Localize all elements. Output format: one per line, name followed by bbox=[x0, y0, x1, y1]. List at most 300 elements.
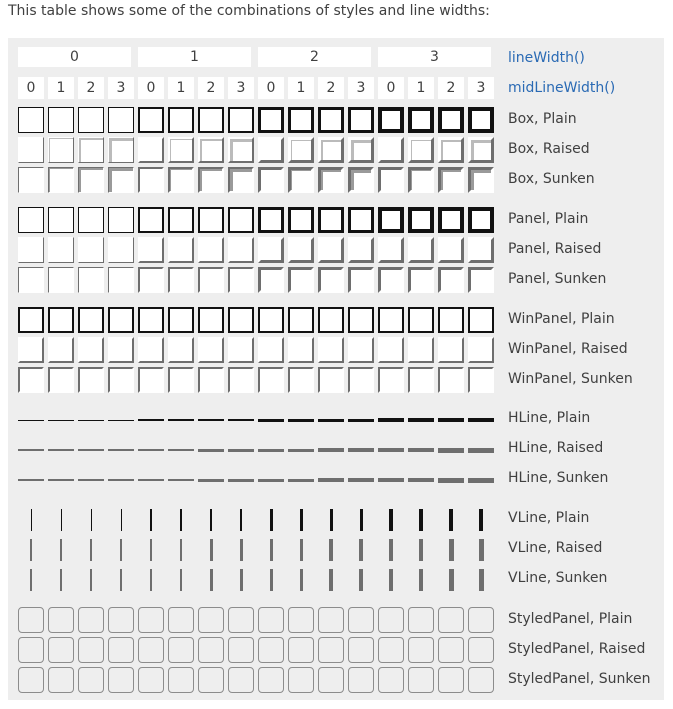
row-label: WinPanel, Sunken bbox=[508, 371, 633, 387]
winpanel-plain-sample bbox=[48, 307, 74, 333]
winpanel-plain-sample bbox=[198, 307, 224, 333]
panel-sunken-sample bbox=[288, 267, 314, 293]
intro-text: This table shows some of the combinations of styles and line widths: bbox=[8, 3, 490, 19]
box-plain-sample bbox=[258, 107, 284, 133]
panel-plain-sample bbox=[18, 207, 44, 233]
panel-raised-sample bbox=[348, 237, 374, 263]
winpanel-raised-sample bbox=[258, 337, 284, 363]
styledpanel-sunken-sample bbox=[18, 667, 44, 693]
box-plain-sample bbox=[48, 107, 74, 133]
styledpanel-raised-sample bbox=[228, 637, 254, 663]
row-label: Panel, Raised bbox=[508, 241, 602, 257]
panel-sunken-sample bbox=[18, 267, 44, 293]
styledpanel-sunken-sample bbox=[78, 667, 104, 693]
panel-plain-sample bbox=[318, 207, 344, 233]
box-plain-sample bbox=[288, 107, 314, 133]
mid-line-width-header: 0 bbox=[258, 77, 284, 99]
styledpanel-sunken-sample bbox=[48, 667, 74, 693]
box-sunken-sample bbox=[18, 167, 44, 193]
styledpanel-raised-sample bbox=[168, 637, 194, 663]
vline-sunken-sample bbox=[210, 569, 213, 591]
winpanel-plain-sample bbox=[168, 307, 194, 333]
styledpanel-plain-sample bbox=[288, 607, 314, 633]
box-raised-sample bbox=[228, 137, 254, 163]
winpanel-raised-sample bbox=[348, 337, 374, 363]
winpanel-raised-sample bbox=[198, 337, 224, 363]
winpanel-plain-sample bbox=[138, 307, 164, 333]
hline-raised-sample bbox=[228, 449, 254, 452]
hline-plain-sample bbox=[378, 418, 404, 422]
panel-plain-sample bbox=[438, 207, 464, 233]
panel-sunken-sample bbox=[378, 267, 404, 293]
panel-raised-sample bbox=[258, 237, 284, 263]
winpanel-raised-sample bbox=[108, 337, 134, 363]
panel-raised-sample bbox=[288, 237, 314, 263]
vline-raised-sample bbox=[120, 539, 122, 561]
hline-sunken-sample bbox=[348, 478, 374, 482]
vline-sunken-sample bbox=[60, 569, 62, 591]
panel-raised-sample bbox=[168, 237, 194, 263]
hline-plain-sample bbox=[18, 420, 44, 421]
vline-raised-sample bbox=[359, 539, 363, 561]
styledpanel-plain-sample bbox=[48, 607, 74, 633]
styledpanel-plain-sample bbox=[438, 607, 464, 633]
vline-plain-sample bbox=[360, 509, 363, 531]
styledpanel-sunken-sample bbox=[408, 667, 434, 693]
row-label: StyledPanel, Plain bbox=[508, 611, 633, 627]
vline-raised-sample bbox=[270, 539, 273, 561]
hline-raised-sample bbox=[468, 448, 494, 453]
styledpanel-plain-sample bbox=[468, 607, 494, 633]
hline-raised-sample bbox=[108, 449, 134, 451]
styledpanel-plain-sample bbox=[258, 607, 284, 633]
panel-raised-sample bbox=[198, 237, 224, 263]
box-raised-sample bbox=[378, 137, 404, 163]
winpanel-sunken-sample bbox=[78, 367, 104, 393]
box-plain-sample bbox=[378, 107, 404, 133]
box-raised-sample bbox=[288, 137, 314, 163]
winpanel-plain-sample bbox=[78, 307, 104, 333]
panel-plain-sample bbox=[48, 207, 74, 233]
panel-plain-sample bbox=[228, 207, 254, 233]
hline-sunken-sample bbox=[78, 479, 104, 481]
vline-sunken-sample bbox=[419, 569, 423, 591]
winpanel-raised-sample bbox=[438, 337, 464, 363]
vline-raised-sample bbox=[150, 539, 152, 561]
hline-sunken-sample bbox=[438, 478, 464, 483]
vline-plain-sample bbox=[121, 509, 122, 531]
panel-plain-sample bbox=[108, 207, 134, 233]
hline-plain-sample bbox=[78, 420, 104, 421]
panel-sunken-sample bbox=[138, 267, 164, 293]
winpanel-plain-sample bbox=[108, 307, 134, 333]
winpanel-raised-sample bbox=[168, 337, 194, 363]
hline-raised-sample bbox=[18, 449, 44, 451]
vline-plain-sample bbox=[91, 509, 92, 531]
box-plain-sample bbox=[438, 107, 464, 133]
winpanel-sunken-sample bbox=[48, 367, 74, 393]
styledpanel-raised-sample bbox=[258, 637, 284, 663]
vline-plain-sample bbox=[240, 509, 242, 531]
box-plain-sample bbox=[318, 107, 344, 133]
row-label: VLine, Plain bbox=[508, 510, 590, 526]
styledpanel-plain-sample bbox=[108, 607, 134, 633]
hline-sunken-sample bbox=[288, 479, 314, 482]
hline-raised-sample bbox=[258, 449, 284, 452]
panel-raised-sample bbox=[108, 237, 134, 263]
mid-line-width-header: 1 bbox=[408, 77, 434, 99]
mid-line-width-header: 3 bbox=[348, 77, 374, 99]
winpanel-plain-sample bbox=[228, 307, 254, 333]
vline-sunken-sample bbox=[449, 569, 454, 591]
box-sunken-sample bbox=[378, 167, 404, 193]
winpanel-plain-sample bbox=[348, 307, 374, 333]
vline-sunken-sample bbox=[180, 569, 182, 591]
vline-raised-sample bbox=[30, 539, 32, 561]
hline-sunken-sample bbox=[408, 478, 434, 482]
hline-raised-sample bbox=[408, 448, 434, 452]
styledpanel-plain-sample bbox=[18, 607, 44, 633]
panel-plain-sample bbox=[348, 207, 374, 233]
styledpanel-sunken-sample bbox=[138, 667, 164, 693]
hline-plain-sample bbox=[48, 420, 74, 421]
row-label: WinPanel, Raised bbox=[508, 341, 628, 357]
vline-plain-sample bbox=[31, 509, 32, 531]
panel-sunken-sample bbox=[438, 267, 464, 293]
winpanel-sunken-sample bbox=[468, 367, 494, 393]
winpanel-plain-sample bbox=[408, 307, 434, 333]
box-sunken-sample bbox=[78, 167, 104, 193]
styledpanel-raised-sample bbox=[198, 637, 224, 663]
vline-raised-sample bbox=[419, 539, 423, 561]
winpanel-raised-sample bbox=[468, 337, 494, 363]
box-raised-sample bbox=[408, 137, 434, 163]
box-sunken-sample bbox=[348, 167, 374, 193]
panel-sunken-sample bbox=[78, 267, 104, 293]
winpanel-plain-sample bbox=[288, 307, 314, 333]
vline-plain-sample bbox=[389, 509, 393, 531]
vline-plain-sample bbox=[210, 509, 212, 531]
winpanel-raised-sample bbox=[138, 337, 164, 363]
mid-line-width-header: 3 bbox=[468, 77, 494, 99]
vline-plain-sample bbox=[419, 509, 423, 531]
styledpanel-plain-sample bbox=[168, 607, 194, 633]
vline-raised-sample bbox=[180, 539, 182, 561]
vline-raised-sample bbox=[329, 539, 333, 561]
hline-sunken-sample bbox=[168, 479, 194, 481]
winpanel-sunken-sample bbox=[18, 367, 44, 393]
styledpanel-sunken-sample bbox=[348, 667, 374, 693]
box-plain-sample bbox=[18, 107, 44, 133]
row-label: HLine, Plain bbox=[508, 410, 591, 426]
styledpanel-plain-sample bbox=[198, 607, 224, 633]
styledpanel-raised-sample bbox=[348, 637, 374, 663]
box-plain-sample bbox=[78, 107, 104, 133]
box-raised-sample bbox=[138, 137, 164, 163]
hline-plain-sample bbox=[258, 419, 284, 422]
panel-raised-sample bbox=[18, 237, 44, 263]
panel-raised-sample bbox=[48, 237, 74, 263]
styledpanel-plain-sample bbox=[318, 607, 344, 633]
hline-plain-sample bbox=[138, 419, 164, 421]
vline-sunken-sample bbox=[389, 569, 393, 591]
row-label: Panel, Sunken bbox=[508, 271, 607, 287]
mid-line-width-header: 0 bbox=[18, 77, 44, 99]
vline-sunken-sample bbox=[479, 569, 484, 591]
winpanel-sunken-sample bbox=[198, 367, 224, 393]
row-label: Box, Raised bbox=[508, 141, 590, 157]
styledpanel-raised-sample bbox=[108, 637, 134, 663]
box-plain-sample bbox=[348, 107, 374, 133]
hline-sunken-sample bbox=[468, 478, 494, 483]
box-raised-sample bbox=[168, 137, 194, 163]
vline-sunken-sample bbox=[120, 569, 122, 591]
hline-sunken-sample bbox=[48, 479, 74, 481]
row-label: StyledPanel, Raised bbox=[508, 641, 646, 657]
styledpanel-plain-sample bbox=[228, 607, 254, 633]
vline-plain-sample bbox=[270, 509, 273, 531]
vline-sunken-sample bbox=[270, 569, 273, 591]
box-raised-sample bbox=[318, 137, 344, 163]
hline-plain-sample bbox=[438, 418, 464, 422]
hline-raised-sample bbox=[168, 449, 194, 451]
styledpanel-plain-sample bbox=[138, 607, 164, 633]
box-sunken-sample bbox=[318, 167, 344, 193]
box-raised-sample bbox=[348, 137, 374, 163]
panel-raised-sample bbox=[468, 237, 494, 263]
winpanel-plain-sample bbox=[258, 307, 284, 333]
hline-raised-sample bbox=[378, 448, 404, 452]
panel-sunken-sample bbox=[108, 267, 134, 293]
hline-raised-sample bbox=[348, 448, 374, 452]
vline-sunken-sample bbox=[300, 569, 303, 591]
mid-line-width-link[interactable]: midLineWidth() bbox=[508, 80, 616, 96]
box-raised-sample bbox=[48, 137, 74, 163]
hline-sunken-sample bbox=[198, 479, 224, 482]
box-raised-sample bbox=[18, 137, 44, 163]
mid-line-width-header: 2 bbox=[318, 77, 344, 99]
row-label: HLine, Sunken bbox=[508, 470, 609, 486]
winpanel-plain-sample bbox=[18, 307, 44, 333]
box-raised-sample bbox=[198, 137, 224, 163]
row-label: StyledPanel, Sunken bbox=[508, 671, 651, 687]
styledpanel-raised-sample bbox=[378, 637, 404, 663]
winpanel-plain-sample bbox=[468, 307, 494, 333]
panel-raised-sample bbox=[438, 237, 464, 263]
mid-line-width-header: 3 bbox=[108, 77, 134, 99]
panel-plain-sample bbox=[378, 207, 404, 233]
winpanel-plain-sample bbox=[318, 307, 344, 333]
box-sunken-sample bbox=[438, 167, 464, 193]
line-width-header-3: 3 bbox=[378, 47, 491, 67]
vline-sunken-sample bbox=[30, 569, 32, 591]
vline-sunken-sample bbox=[359, 569, 363, 591]
winpanel-raised-sample bbox=[78, 337, 104, 363]
vline-raised-sample bbox=[60, 539, 62, 561]
winpanel-raised-sample bbox=[408, 337, 434, 363]
box-plain-sample bbox=[138, 107, 164, 133]
vline-plain-sample bbox=[61, 509, 62, 531]
panel-sunken-sample bbox=[468, 267, 494, 293]
panel-raised-sample bbox=[78, 237, 104, 263]
vline-plain-sample bbox=[449, 509, 453, 531]
styledpanel-sunken-sample bbox=[258, 667, 284, 693]
vline-raised-sample bbox=[210, 539, 213, 561]
vline-raised-sample bbox=[449, 539, 454, 561]
hline-raised-sample bbox=[78, 449, 104, 451]
vline-sunken-sample bbox=[150, 569, 152, 591]
panel-plain-sample bbox=[138, 207, 164, 233]
line-width-link[interactable]: lineWidth() bbox=[508, 50, 585, 66]
winpanel-sunken-sample bbox=[318, 367, 344, 393]
box-sunken-sample bbox=[198, 167, 224, 193]
styledpanel-raised-sample bbox=[408, 637, 434, 663]
panel-plain-sample bbox=[78, 207, 104, 233]
vline-plain-sample bbox=[330, 509, 333, 531]
vline-raised-sample bbox=[300, 539, 303, 561]
vline-sunken-sample bbox=[90, 569, 92, 591]
panel-sunken-sample bbox=[168, 267, 194, 293]
box-raised-sample bbox=[78, 137, 104, 163]
panel-sunken-sample bbox=[348, 267, 374, 293]
hline-plain-sample bbox=[468, 418, 494, 422]
winpanel-plain-sample bbox=[438, 307, 464, 333]
styledpanel-raised-sample bbox=[18, 637, 44, 663]
row-label: Box, Sunken bbox=[508, 171, 595, 187]
panel-plain-sample bbox=[288, 207, 314, 233]
panel-plain-sample bbox=[258, 207, 284, 233]
box-sunken-sample bbox=[108, 167, 134, 193]
box-raised-sample bbox=[438, 137, 464, 163]
box-sunken-sample bbox=[228, 167, 254, 193]
hline-raised-sample bbox=[438, 448, 464, 453]
styledpanel-plain-sample bbox=[348, 607, 374, 633]
box-sunken-sample bbox=[288, 167, 314, 193]
row-label: Panel, Plain bbox=[508, 211, 589, 227]
panel-raised-sample bbox=[138, 237, 164, 263]
hline-plain-sample bbox=[288, 419, 314, 422]
mid-line-width-header: 1 bbox=[168, 77, 194, 99]
panel-raised-sample bbox=[318, 237, 344, 263]
box-plain-sample bbox=[108, 107, 134, 133]
hline-raised-sample bbox=[288, 449, 314, 452]
box-sunken-sample bbox=[48, 167, 74, 193]
box-sunken-sample bbox=[408, 167, 434, 193]
hline-plain-sample bbox=[408, 418, 434, 422]
box-raised-sample bbox=[258, 137, 284, 163]
vline-plain-sample bbox=[180, 509, 182, 531]
row-label: WinPanel, Plain bbox=[508, 311, 615, 327]
row-label: VLine, Raised bbox=[508, 540, 603, 556]
mid-line-width-header: 0 bbox=[378, 77, 404, 99]
winpanel-plain-sample bbox=[378, 307, 404, 333]
panel-sunken-sample bbox=[258, 267, 284, 293]
mid-line-width-header: 1 bbox=[288, 77, 314, 99]
line-width-header-2: 2 bbox=[258, 47, 371, 67]
winpanel-raised-sample bbox=[378, 337, 404, 363]
styledpanel-sunken-sample bbox=[288, 667, 314, 693]
styledpanel-plain-sample bbox=[408, 607, 434, 633]
styledpanel-raised-sample bbox=[468, 637, 494, 663]
winpanel-sunken-sample bbox=[378, 367, 404, 393]
winpanel-raised-sample bbox=[228, 337, 254, 363]
hline-sunken-sample bbox=[228, 479, 254, 482]
box-raised-sample bbox=[108, 137, 134, 163]
styledpanel-sunken-sample bbox=[228, 667, 254, 693]
panel-raised-sample bbox=[408, 237, 434, 263]
winpanel-sunken-sample bbox=[288, 367, 314, 393]
winpanel-raised-sample bbox=[48, 337, 74, 363]
winpanel-raised-sample bbox=[318, 337, 344, 363]
styledpanel-sunken-sample bbox=[198, 667, 224, 693]
mid-line-width-header: 2 bbox=[438, 77, 464, 99]
styledpanel-sunken-sample bbox=[378, 667, 404, 693]
vline-plain-sample bbox=[150, 509, 152, 531]
mid-line-width-header: 2 bbox=[78, 77, 104, 99]
hline-sunken-sample bbox=[138, 479, 164, 481]
box-sunken-sample bbox=[168, 167, 194, 193]
mid-line-width-header: 2 bbox=[198, 77, 224, 99]
box-plain-sample bbox=[228, 107, 254, 133]
line-width-header-1: 1 bbox=[138, 47, 251, 67]
styledpanel-sunken-sample bbox=[318, 667, 344, 693]
vline-raised-sample bbox=[90, 539, 92, 561]
hline-sunken-sample bbox=[378, 478, 404, 482]
vline-sunken-sample bbox=[240, 569, 243, 591]
styledpanel-sunken-sample bbox=[168, 667, 194, 693]
row-label: VLine, Sunken bbox=[508, 570, 608, 586]
winpanel-sunken-sample bbox=[258, 367, 284, 393]
line-width-header-0: 0 bbox=[18, 47, 131, 67]
box-plain-sample bbox=[198, 107, 224, 133]
panel-plain-sample bbox=[198, 207, 224, 233]
hline-plain-sample bbox=[108, 420, 134, 421]
box-sunken-sample bbox=[258, 167, 284, 193]
winpanel-raised-sample bbox=[288, 337, 314, 363]
box-sunken-sample bbox=[468, 167, 494, 193]
box-raised-sample bbox=[468, 137, 494, 163]
vline-raised-sample bbox=[389, 539, 393, 561]
winpanel-sunken-sample bbox=[408, 367, 434, 393]
styledpanel-raised-sample bbox=[78, 637, 104, 663]
styledpanel-raised-sample bbox=[138, 637, 164, 663]
row-label: Box, Plain bbox=[508, 111, 577, 127]
hline-plain-sample bbox=[228, 419, 254, 421]
styledpanel-sunken-sample bbox=[108, 667, 134, 693]
panel-sunken-sample bbox=[198, 267, 224, 293]
panel-raised-sample bbox=[228, 237, 254, 263]
mid-line-width-header: 0 bbox=[138, 77, 164, 99]
vline-plain-sample bbox=[300, 509, 303, 531]
styledpanel-raised-sample bbox=[438, 637, 464, 663]
hline-raised-sample bbox=[318, 448, 344, 452]
hline-raised-sample bbox=[198, 449, 224, 452]
styledpanel-raised-sample bbox=[288, 637, 314, 663]
panel-plain-sample bbox=[408, 207, 434, 233]
styledpanel-plain-sample bbox=[78, 607, 104, 633]
hline-raised-sample bbox=[48, 449, 74, 451]
winpanel-sunken-sample bbox=[138, 367, 164, 393]
hline-raised-sample bbox=[138, 449, 164, 451]
box-sunken-sample bbox=[138, 167, 164, 193]
styledpanel-raised-sample bbox=[318, 637, 344, 663]
hline-sunken-sample bbox=[318, 478, 344, 482]
hline-sunken-sample bbox=[18, 479, 44, 481]
panel-raised-sample bbox=[378, 237, 404, 263]
box-plain-sample bbox=[468, 107, 494, 133]
hline-plain-sample bbox=[198, 419, 224, 421]
vline-raised-sample bbox=[479, 539, 484, 561]
